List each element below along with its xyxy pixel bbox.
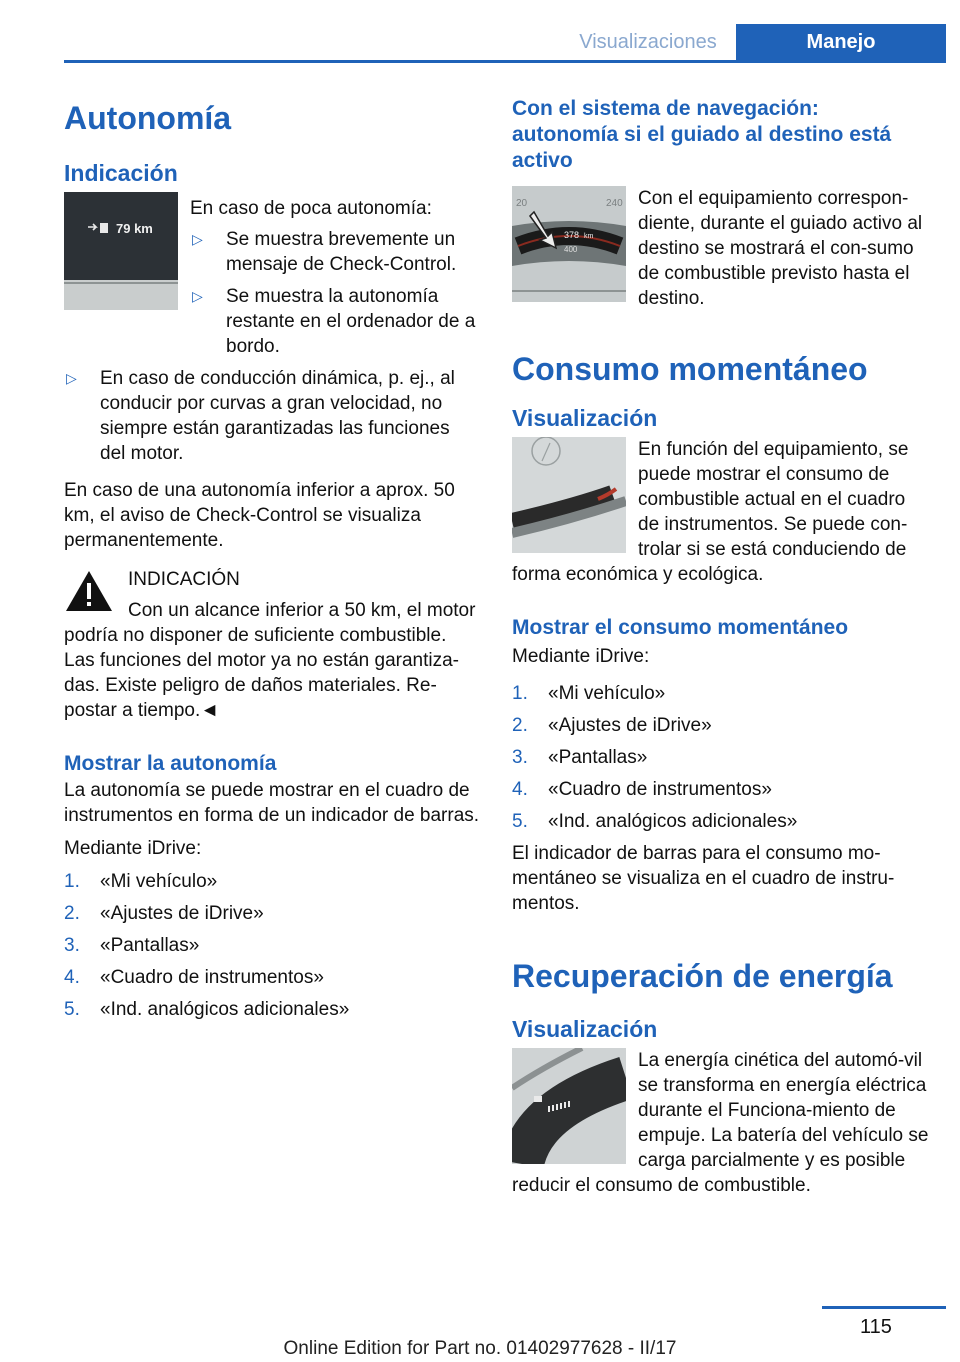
page-number: 115 — [860, 1316, 892, 1338]
svg-text:378: 378 — [564, 230, 580, 240]
idrive-label: Mediante iDrive: — [64, 838, 202, 859]
heading-mostrar-autonomia: Mostrar la autonomía — [64, 752, 277, 775]
triangle-bullet-icon: ▷ — [192, 288, 203, 304]
range-value: 79 km — [116, 221, 153, 236]
list-item: ▷ Se muestra brevemente un mensaje de Check-Control. — [192, 229, 457, 275]
idrive-label: Mediante iDrive: — [512, 646, 650, 667]
warning-triangle-icon — [64, 569, 114, 613]
list-item: 3. «Pantallas» — [512, 747, 648, 768]
triangle-bullet-icon: ▷ — [66, 370, 77, 386]
section-title-consumo: Consumo momentáneo — [512, 351, 868, 387]
nav-text: Con el equipamiento correspon-diente, durante el guiado activo al destino se mostrará el con-sumo de combustible previsto hasta el destino. — [638, 188, 923, 309]
svg-text:km: km — [584, 233, 594, 240]
section-tab-visualizaciones[interactable]: Visualizaciones — [579, 31, 717, 53]
header-rule — [64, 60, 946, 63]
list-item: ▷ En caso de conducción dinámica, p. ej., al conducir por curvas a gran velocidad, no siempre están garantizadas las funciones del motor. — [66, 368, 455, 464]
list-item: 1. «Mi vehículo» — [512, 683, 666, 704]
range-display-image — [64, 192, 178, 310]
edition-footer: Online Edition for Part no. 01402977628 - II/17 — [283, 1338, 677, 1359]
intro-text: En caso de poca autonomía: — [190, 198, 432, 219]
list-item: 4. «Cuadro de instrumentos» — [64, 967, 324, 988]
heading-navegacion: Con el sistema de navegación: autonomía si el guiado al destino está activo — [512, 97, 892, 172]
heading-mostrar-consumo: Mostrar el consumo momentáneo — [512, 616, 849, 639]
list-item: 1. «Mi vehículo» — [64, 871, 218, 892]
heading-indicacion: Indicación — [64, 160, 178, 186]
battery-icon — [534, 1096, 542, 1102]
triangle-bullet-icon: ▷ — [192, 231, 203, 247]
warning-block — [64, 567, 480, 723]
svg-text:20: 20 — [516, 198, 528, 209]
list-item: 3. «Pantallas» — [64, 935, 200, 956]
section-title-autonomia: Autonomía — [64, 100, 232, 136]
svg-text:240: 240 — [606, 198, 623, 209]
paragraph: La autonomía se puede mostrar en el cuadro de instrumentos en forma de un indicador de barras. — [64, 780, 480, 826]
warning-text: Con un alcance inferior a 50 km, el motor podría no disponer de suficiente combustible. Las funciones del motor ya no están garantiza-das. Existe peligro de daños materiales. Re-postar a tiempo.◄ — [64, 600, 476, 721]
recuperation-gauge-image — [512, 1048, 626, 1164]
svg-text:400: 400 — [564, 245, 578, 254]
consumption-gauge-image — [512, 437, 626, 553]
vis-text: En función del equipamiento, se puede mostrar el consumo de combustible actual en el cuadro de instrumentos. Se puede con-trolar si se está conduciendo de forma económica y ecológica. — [512, 439, 909, 585]
section-title-recuperacion: Recuperación de energía — [512, 958, 893, 994]
list-item: 2. «Ajustes de iDrive» — [512, 715, 712, 736]
list-item: 5. «Ind. analógicos adicionales» — [512, 811, 798, 832]
list-item: 4. «Cuadro de instrumentos» — [512, 779, 772, 800]
heading-visualizacion: Visualización — [512, 405, 658, 431]
warning-title: INDICACIÓN — [128, 569, 240, 590]
paragraph: En caso de una autonomía inferior a aprox. 50 km, el aviso de Check-Control se visualiza permanentemente. — [64, 480, 455, 551]
chapter-tab-manejo[interactable]: Manejo — [736, 24, 946, 60]
list-item: 2. «Ajustes de iDrive» — [64, 903, 264, 924]
navigation-gauge-image — [512, 186, 626, 302]
footer-rule — [822, 1306, 946, 1309]
list-item: ▷ Se muestra la autonomía restante en el ordenador de a bordo. — [192, 286, 476, 357]
heading-visualizacion-2: Visualización — [512, 1016, 658, 1042]
left-column — [64, 96, 480, 1029]
right-column — [512, 96, 930, 1198]
paragraph: El indicador de barras para el consumo mo-mentáneo se visualiza en el cuadro de instru-mentos. — [512, 843, 895, 914]
list-item: 5. «Ind. analógicos adicionales» — [64, 999, 350, 1020]
fuel-pump-icon — [100, 223, 108, 233]
recup-text: La energía cinética del automó-vil se transforma en energía eléctrica durante el Funciona-miento de empuje. La batería del vehículo se carga parcialmente y es posible reducir el consumo de combustible. — [512, 1050, 929, 1196]
